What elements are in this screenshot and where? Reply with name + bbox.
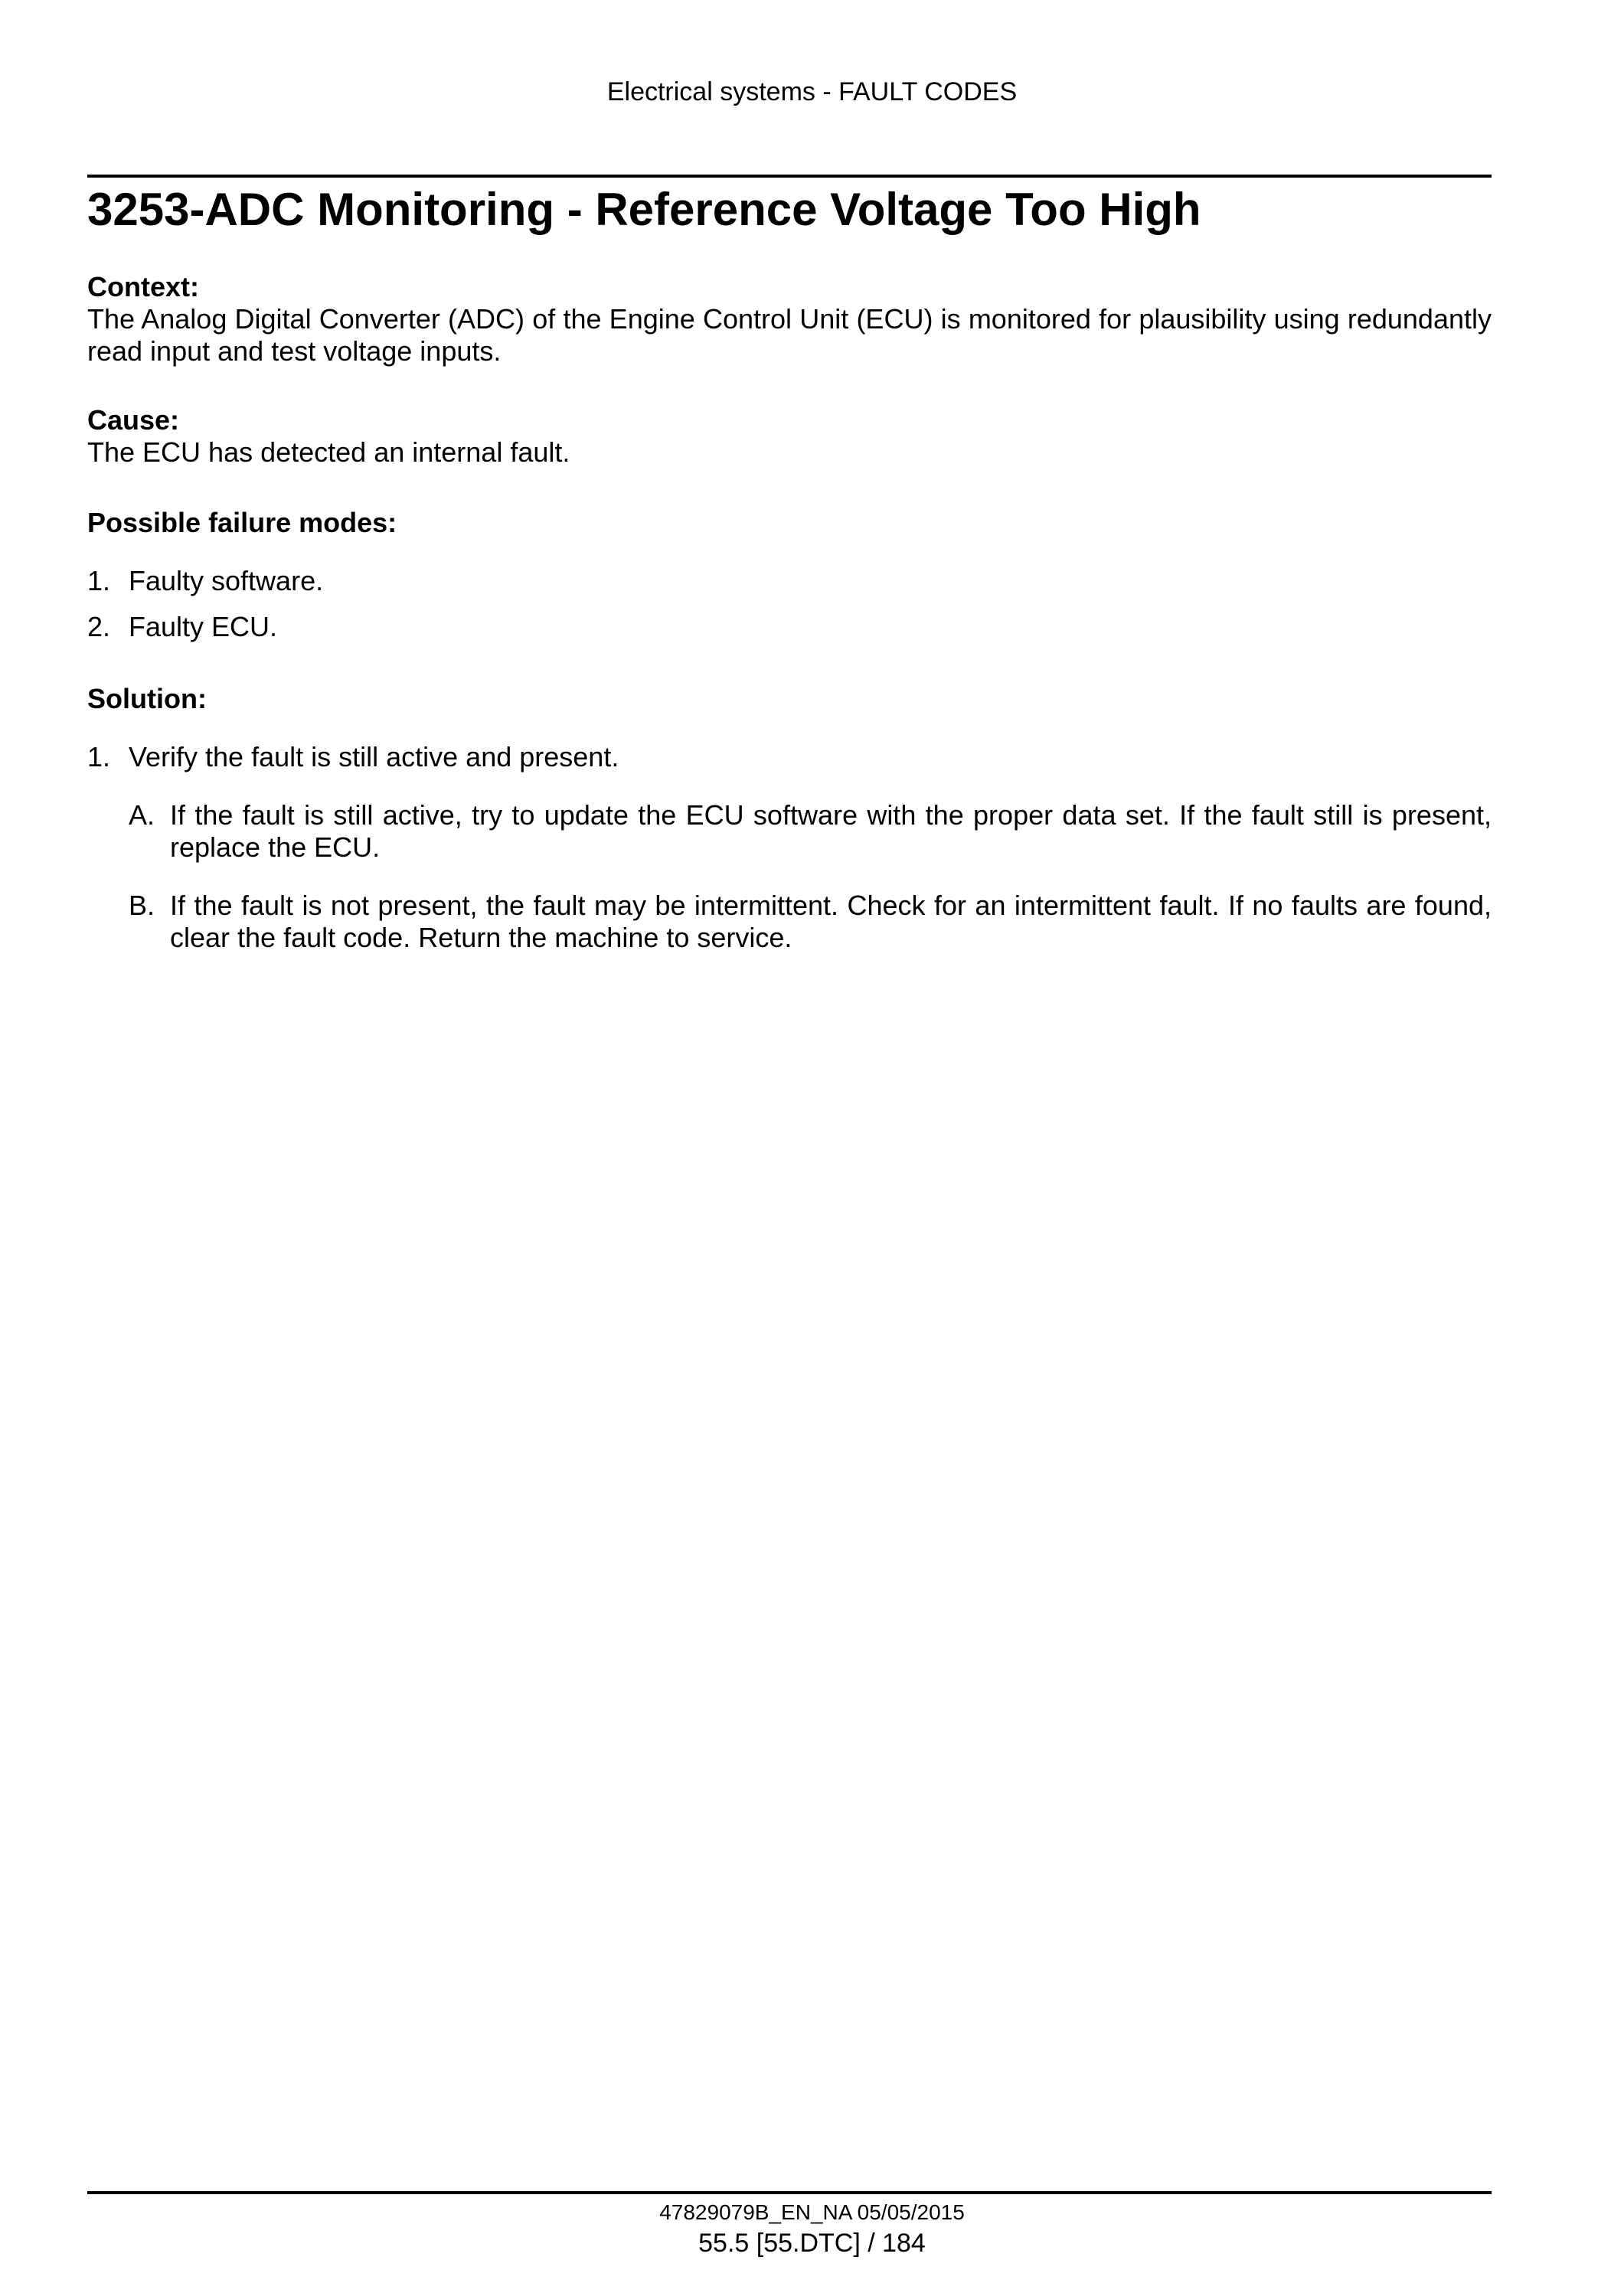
footer-rule — [87, 2191, 1492, 2194]
list-item-text: Faulty software. — [129, 565, 324, 596]
list-item — [87, 611, 1492, 643]
failure-modes-section — [87, 507, 1492, 643]
header-rule — [87, 175, 1492, 178]
running-header: Electrical systems - FAULT CODES — [606, 77, 1018, 106]
list-item-text: Faulty ECU. — [129, 611, 278, 642]
context-text: The Analog Digital Converter (ADC) of the Engine Control Unit (ECU) is monitored for plausibility using redundantly read input and test voltage inputs. — [87, 303, 1492, 367]
cause-text: The ECU has detected an internal fault. — [87, 436, 570, 468]
context-section — [87, 271, 1492, 367]
footer-page-reference: 55.5 [55.DTC] / 184 — [698, 2229, 926, 2258]
failure-modes-list — [87, 565, 1492, 643]
cause-label: Cause: — [87, 404, 180, 436]
step-marker: 1. — [87, 741, 111, 772]
substep-item — [129, 799, 1492, 864]
context-label: Context: — [87, 271, 199, 302]
cause-section — [87, 404, 1492, 469]
list-item — [87, 565, 1492, 597]
solution-section — [87, 683, 1492, 954]
footer-document-id: 47829079B_EN_NA 05/05/2015 — [659, 2200, 965, 2224]
solution-label: Solution: — [87, 683, 207, 714]
substep-text: If the fault is still active, try to update the ECU software with the proper data set. If the fault still is present, replace the ECU. — [170, 799, 1492, 863]
solution-steps-list — [87, 741, 1492, 954]
step-text: Verify the fault is still active and present. — [129, 741, 619, 772]
substep-marker: B. — [129, 890, 155, 921]
substep-text: If the fault is not present, the fault may be intermittent. Check for an intermittent fault. If no faults are found, clear the fault code. Return the machine to service. — [170, 890, 1492, 953]
substep-marker: A. — [129, 799, 155, 831]
substep-item — [129, 890, 1492, 954]
solution-step — [87, 741, 1492, 954]
main-content — [87, 179, 1492, 954]
list-item-marker: 1. — [87, 565, 111, 596]
page-title: 3253-ADC Monitoring - Reference Voltage Too High — [87, 184, 1201, 235]
failure-modes-label: Possible failure modes: — [87, 507, 397, 538]
list-item-marker: 2. — [87, 611, 111, 642]
substeps-list — [129, 799, 1492, 954]
